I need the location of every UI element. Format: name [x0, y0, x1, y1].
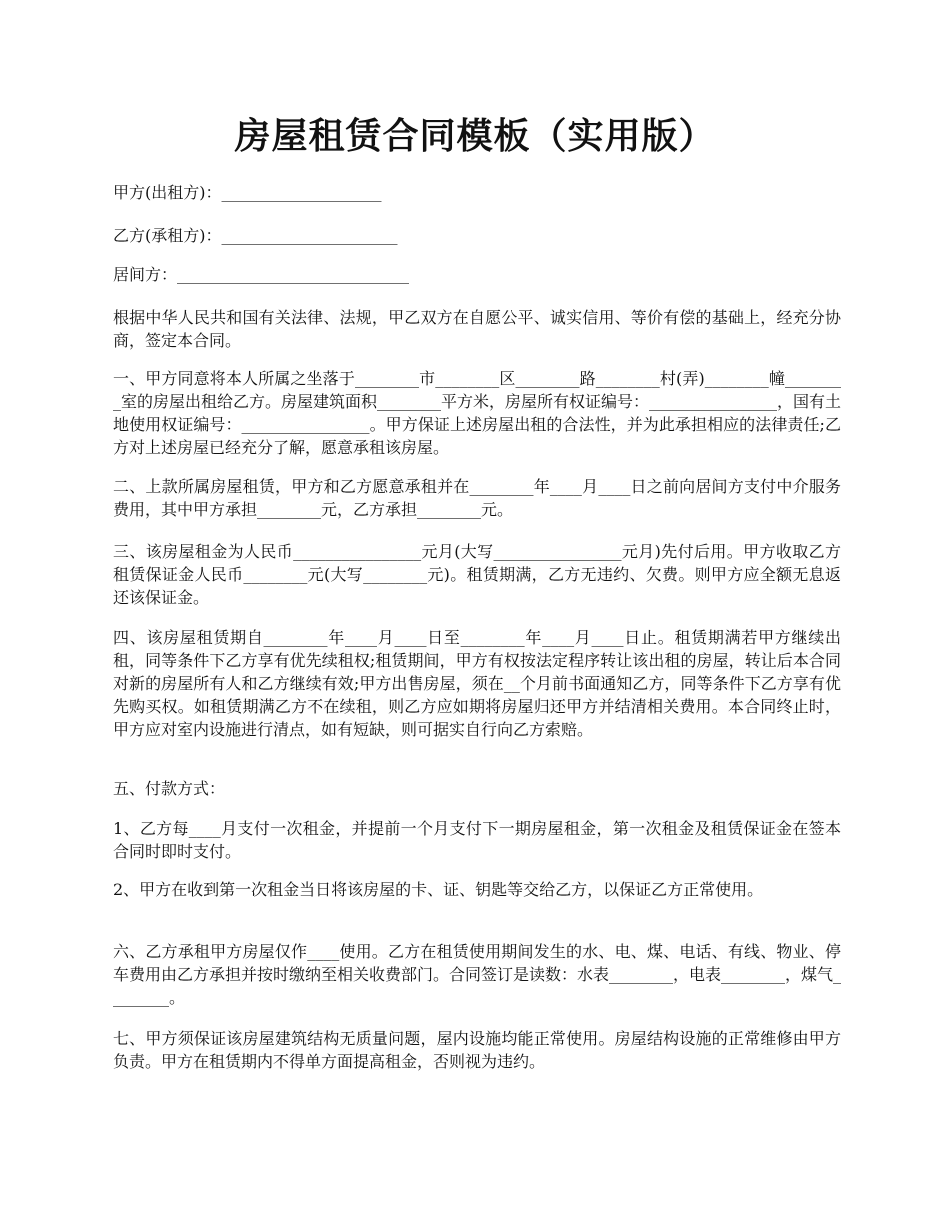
broker-line: 居间方：_____________________________: [113, 265, 410, 284]
paragraph-clause-1: 一、甲方同意将本人所属之坐落于________市________区________路________村(弄)________幢________室的房屋出租给乙方。房屋建筑面积________平方米，房屋所有权证编号：________________，国有土地使用权证编号：________________。甲方保证上述房屋出租的合法性，并为此承担相应的法律责任;乙方对上述房屋已经充分了解，愿意承租该房屋。: [113, 369, 842, 457]
paragraph-clause-2: 二、上款所属房屋租赁，甲方和乙方愿意承租并在________年____月____日之前向居间方支付中介服务费用，其中甲方承担________元，乙方承担________元。: [113, 477, 841, 519]
paragraph-clause-3: 三、该房屋租金为人民币________________元月(大写________________元月)先付后用。甲方收取乙方租赁保证金人民币________元(大写________元)。租赁期满，乙方无违约、欠费。则甲方应全额无息返还该保证金。: [113, 542, 841, 607]
paragraph-payment-1: 1、乙方每____月支付一次租金，并提前一个月支付下一期房屋租金，第一次租金及租赁保证金在签本合同时即时支付。: [113, 819, 841, 861]
party-b-line: 乙方(承租方)：______________________: [113, 226, 398, 245]
paragraph-clause-5-heading: 五、付款方式：: [113, 779, 226, 798]
party-a-line: 甲方(出租方)：____________________: [113, 183, 382, 202]
paragraph-clause-4: 四、该房屋租赁期自________年____月____日至________年____月____日止。租赁期满若甲方继续出租，同等条件下乙方享有优先续租权;租赁期间，甲方有权按法定程序转让该出租的房屋，转让后本合同对新的房屋所有人和乙方继续有效;甲方出售房屋，须在__个月前书面通知乙方，同等条件下乙方享有优先购买权。如租赁期满乙方不在续租，则乙方应如期将房屋归还甲方并结清相关费用。本合同终止时，甲方应对室内设施进行清点，如有短缺，则可据实自行向乙方索赔。: [113, 628, 841, 739]
paragraph-preamble: 根据中华人民共和国有关法律、法规，甲乙双方在自愿公平、诚实信用、等价有偿的基础上，经充分协商，签定本合同。: [113, 308, 841, 350]
paragraph-clause-7: 七、甲方须保证该房屋建筑结构无质量问题，屋内设施均能正常使用。房屋结构设施的正常维修由甲方负责。甲方在租赁期内不得单方面提高租金，否则视为违约。: [113, 1029, 841, 1071]
paragraph-clause-6: 六、乙方承租甲方房屋仅作____使用。乙方在租赁使用期间发生的水、电、煤、电话、有线、物业、停车费用由乙方承担并按时缴纳至相关收费部门。合同签订是读数：水表________，电表________，煤气________。: [113, 942, 842, 1007]
paragraph-payment-2: 2、甲方在收到第一次租金当日将该房屋的卡、证、钥匙等交给乙方，以保证乙方正常使用。: [113, 880, 764, 899]
document-title: 房屋租赁合同模板（实用版）: [234, 115, 716, 157]
